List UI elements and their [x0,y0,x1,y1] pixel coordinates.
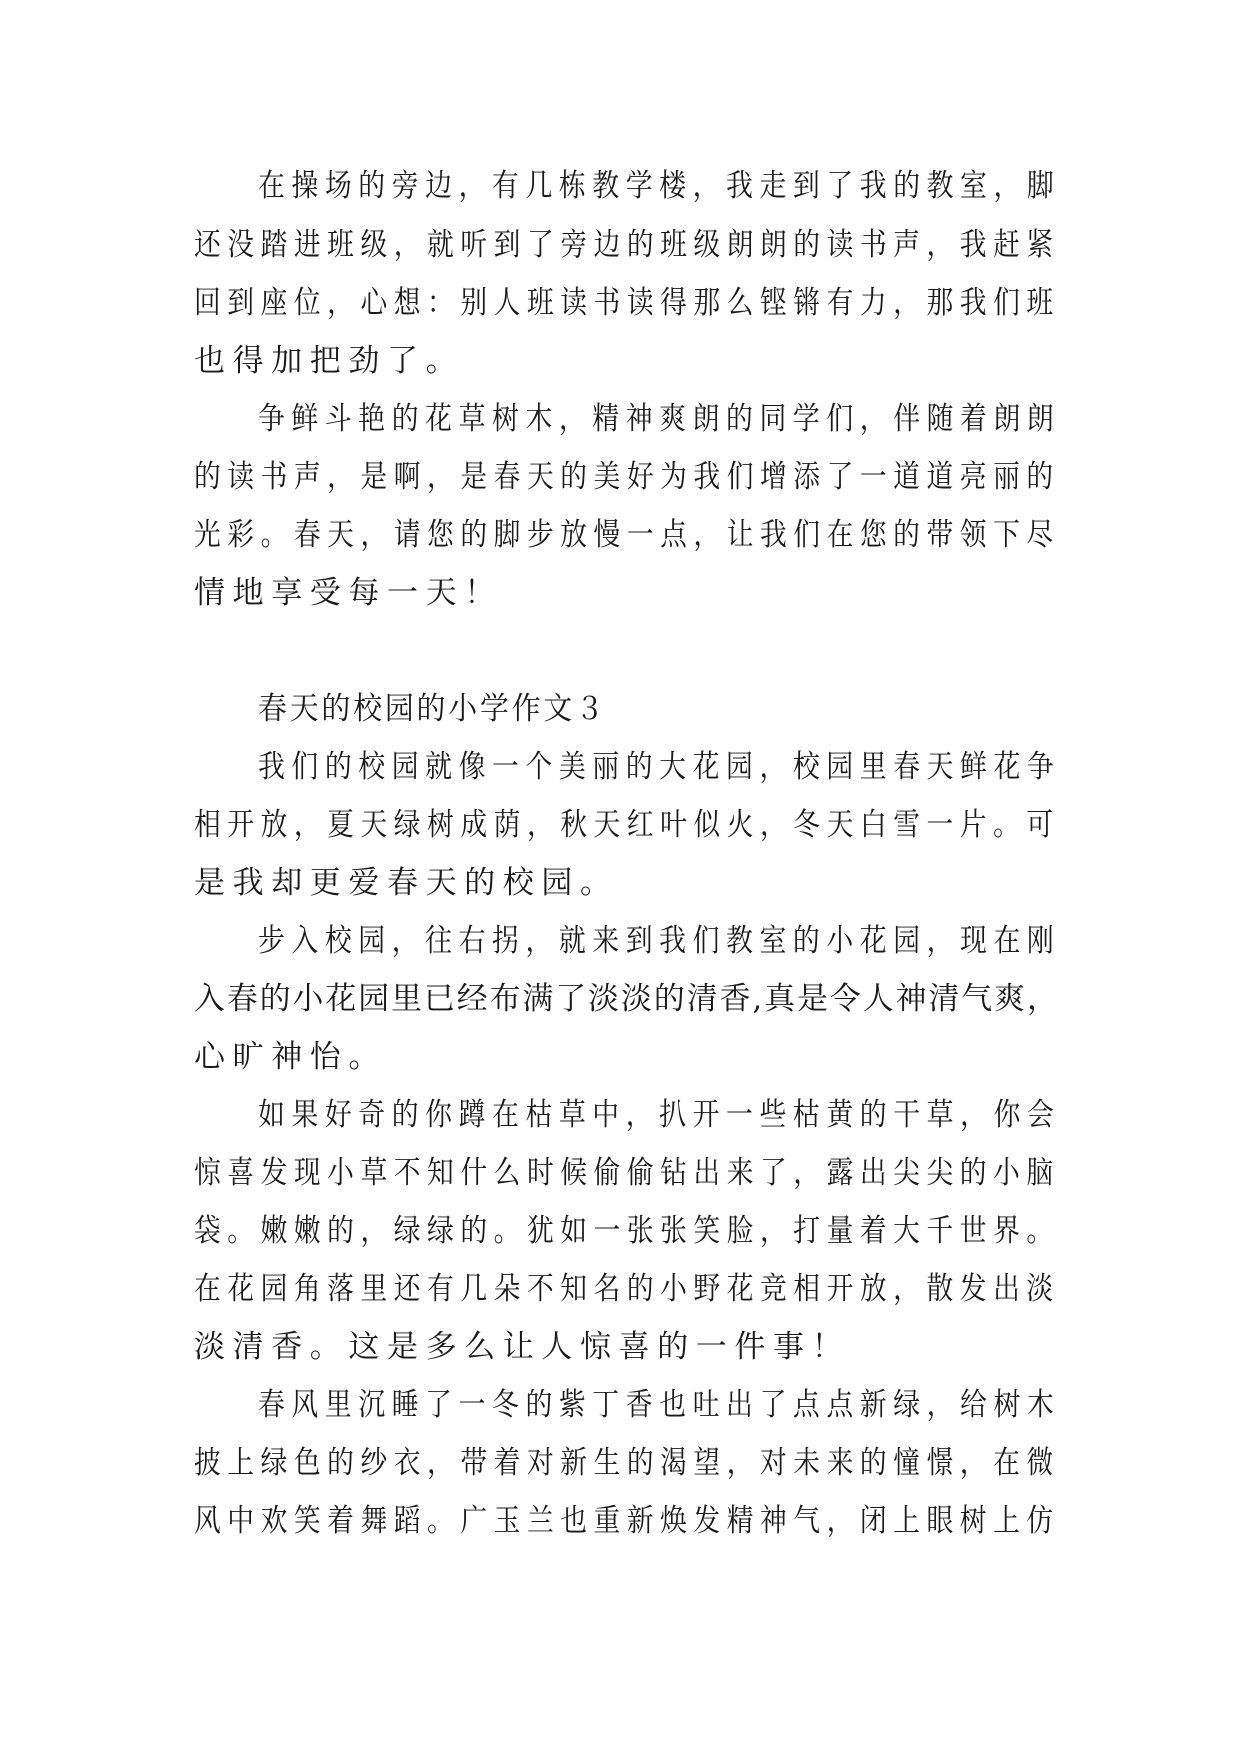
paragraph-line: 还没踏进班级，就听到了旁边的班级朗朗的读书声，我赶紧 [194,227,1060,263]
paragraph-line: 在花园角落里还有几朵不知名的小野花竞相开放，散发出淡 [194,1271,1060,1307]
section-heading: 春天的校园的小学作文３ [258,691,607,727]
paragraph-line: 在操场的旁边，有几栋教学楼，我走到了我的教室，脚 [258,168,1061,204]
paragraph-line: 袋。嫩嫩的，绿绿的。犹如一张张笑脸，打量着大千世界。 [194,1213,1060,1249]
paragraph-line: 我们的校园就像一个美丽的大花园，校园里春天鲜花争 [258,749,1061,785]
paragraph-line: 淡清香。这是多么让人惊喜的一件事！ [194,1329,851,1365]
paragraph-line: 步入校园，往右拐，就来到我们教室的小花园，现在刚 [258,923,1061,959]
paragraph-line: 回到座位，心想：别人班读书读得那么铿锵有力，那我们班 [194,285,1060,321]
paragraph-line: 春风里沉睡了一冬的紫丁香也吐出了点点新绿，给树木 [258,1387,1061,1423]
paragraph-line: 披上绿色的纱衣，带着对新生的渴望，对未来的憧憬，在微 [194,1445,1060,1481]
paragraph-line: 心旷神怡。 [194,1039,387,1075]
paragraph-line: 争鲜斗艳的花草树木，精神爽朗的同学们，伴随着朗朗 [258,401,1061,437]
paragraph-line: 的读书声，是啊，是春天的美好为我们增添了一道道亮丽的 [194,459,1060,495]
paragraph-line: 惊喜发现小草不知什么时候偷偷钻出来了，露出尖尖的小脑 [194,1155,1060,1191]
paragraph-line: 相开放，夏天绿树成荫，秋天红叶似火，冬天白雪一片。可 [194,807,1060,843]
paragraph-line: 也得加把劲了。 [194,343,465,379]
paragraph-line: 光彩。春天，请您的脚步放慢一点，让我们在您的带领下尽 [194,517,1060,553]
paragraph-line: 是我却更爱春天的校园。 [194,865,619,901]
paragraph-line: 情地享受每一天！ [194,575,503,611]
paragraph-line: 入春的小花园里已经布满了淡淡的清香,真是令人神清气爽， [194,981,1060,1017]
paragraph-line: 风中欢笑着舞蹈。广玉兰也重新焕发精神气，闭上眼树上仿 [194,1503,1060,1539]
paragraph-line: 如果好奇的你蹲在枯草中，扒开一些枯黄的干草，你会 [258,1097,1061,1133]
